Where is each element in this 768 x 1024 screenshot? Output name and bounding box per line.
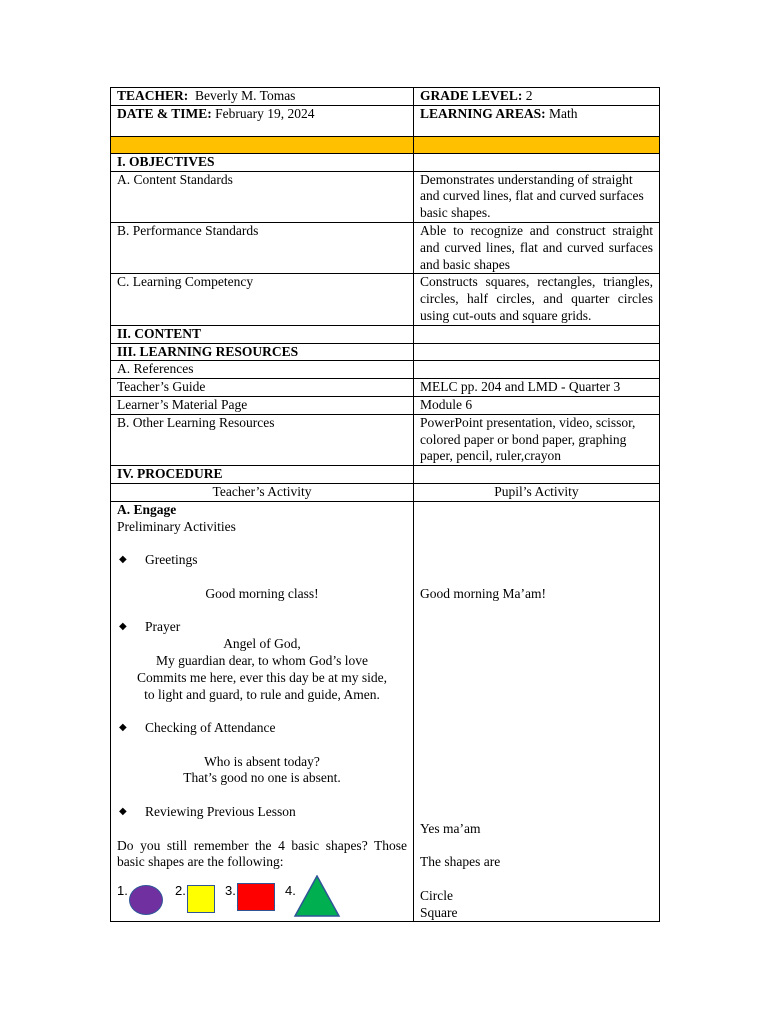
shape-number: 1.	[117, 883, 128, 899]
pupil-shapes: The shapes are	[420, 854, 501, 870]
content-heading: II. CONTENT	[111, 325, 414, 343]
review-question: Do you still remember the 4 basic shapes? Those basic shapes are the following:	[117, 837, 407, 870]
other-resources-label: B. Other Learning Resources	[111, 414, 414, 465]
prayer-line: Angel of God,	[223, 636, 301, 652]
basic-shapes	[117, 875, 407, 919]
yellow-square-icon	[187, 885, 215, 913]
purple-circle-icon	[129, 885, 163, 915]
procedure-heading: IV. PROCEDURE	[111, 466, 414, 484]
content-standards-row	[111, 171, 660, 222]
references-label: A. References	[111, 361, 414, 379]
greetings-label: Greetings	[145, 552, 198, 568]
pupil-circle: Circle	[420, 887, 453, 903]
review-label: Reviewing Previous Lesson	[145, 804, 296, 820]
competency-label: C. Learning Competency	[111, 274, 414, 325]
pupil-activity-cell	[414, 501, 660, 922]
pupil-greeting: Good morning Ma’am!	[420, 585, 546, 601]
pupil-square: Square	[420, 904, 458, 920]
diamond-bullet-icon: ◆	[119, 621, 127, 633]
grade-value: 2	[525, 88, 533, 103]
preliminary-activities: Preliminary Activities	[117, 518, 236, 534]
green-triangle-icon	[293, 875, 341, 917]
learners-material-value: Module 6	[414, 396, 660, 414]
resources-heading: III. LEARNING RESOURCES	[111, 343, 414, 361]
red-rectangle-icon	[237, 883, 275, 911]
pupil-yes: Yes ma’am	[420, 820, 481, 836]
engage-heading: A. Engage	[117, 501, 177, 517]
teacher-row	[111, 88, 660, 106]
attendance-label: Checking of Attendance	[145, 720, 276, 736]
highlight-row	[111, 136, 660, 153]
teachers-guide-value: MELC pp. 204 and LMD - Quarter 3	[414, 379, 660, 397]
procedure-row	[111, 466, 660, 484]
attendance-item	[117, 720, 407, 737]
attendance-answer: That’s good no one is absent.	[183, 770, 341, 786]
learners-material-label: Learner’s Material Page	[111, 396, 414, 414]
greeting-line: Good morning class!	[205, 585, 319, 601]
objectives-heading: I. OBJECTIVES	[111, 153, 414, 171]
prayer-label: Prayer	[145, 619, 181, 635]
references-row	[111, 361, 660, 379]
teacher-label: TEACHER:	[117, 88, 189, 103]
competency-value: Constructs squares, rectangles, triangles, circles, half circles, and quarter circles using cut-outs and square grids.	[414, 274, 660, 325]
performance-standards-row	[111, 222, 660, 273]
teacher-activity-cell	[111, 501, 414, 922]
lesson-plan-table	[110, 87, 660, 922]
diamond-bullet-icon: ◆	[119, 806, 127, 818]
date-value: February 19, 2024	[215, 105, 315, 121]
shape-number: 2.	[175, 883, 186, 899]
review-item	[117, 804, 407, 821]
objectives-row	[111, 153, 660, 171]
date-row	[111, 105, 660, 136]
teachers-guide-row	[111, 379, 660, 397]
prayer-line: Commits me here, ever this day be at my side,	[136, 669, 388, 685]
prayer-line: to light and guard, to rule and guide, Amen.	[144, 686, 380, 702]
teacher-name: Beverly M. Tomas	[195, 88, 296, 103]
teachers-guide-label: Teacher’s Guide	[111, 379, 414, 397]
content-standards-value: Demonstrates understanding of straight and curved lines, flat and curved surfaces basic shapes.	[414, 171, 660, 222]
shape-number: 4.	[285, 883, 296, 899]
diamond-bullet-icon: ◆	[119, 554, 127, 566]
greetings-item	[117, 552, 407, 569]
other-resources-row	[111, 414, 660, 465]
grade-label: GRADE LEVEL:	[420, 88, 523, 103]
attendance-question: Who is absent today?	[204, 753, 320, 769]
shape-number: 3.	[225, 883, 236, 899]
activity-header-row	[111, 483, 660, 501]
learners-material-row	[111, 396, 660, 414]
competency-row	[111, 274, 660, 325]
teacher-activity-header: Teacher’s Activity	[111, 483, 414, 501]
areas-value: Math	[549, 105, 578, 121]
content-standards-label: A. Content Standards	[111, 171, 414, 222]
date-label: DATE & TIME:	[117, 105, 212, 121]
other-resources-value: PowerPoint presentation, video, scissor, colored paper or bond paper, graphing paper, pencil, ruler,crayon	[414, 414, 660, 465]
content-row	[111, 325, 660, 343]
resources-row	[111, 343, 660, 361]
performance-standards-label: B. Performance Standards	[111, 222, 414, 273]
pupil-activity-header: Pupil’s Activity	[414, 483, 660, 501]
prayer-item	[117, 619, 407, 636]
diamond-bullet-icon: ◆	[119, 722, 127, 734]
performance-standards-value: Able to recognize and construct straight and curved lines, flat and curved surfaces and basic shapes	[414, 222, 660, 273]
prayer-line: My guardian dear, to whom God’s love	[155, 652, 369, 668]
engage-row	[111, 501, 660, 922]
areas-label: LEARNING AREAS:	[420, 105, 546, 121]
